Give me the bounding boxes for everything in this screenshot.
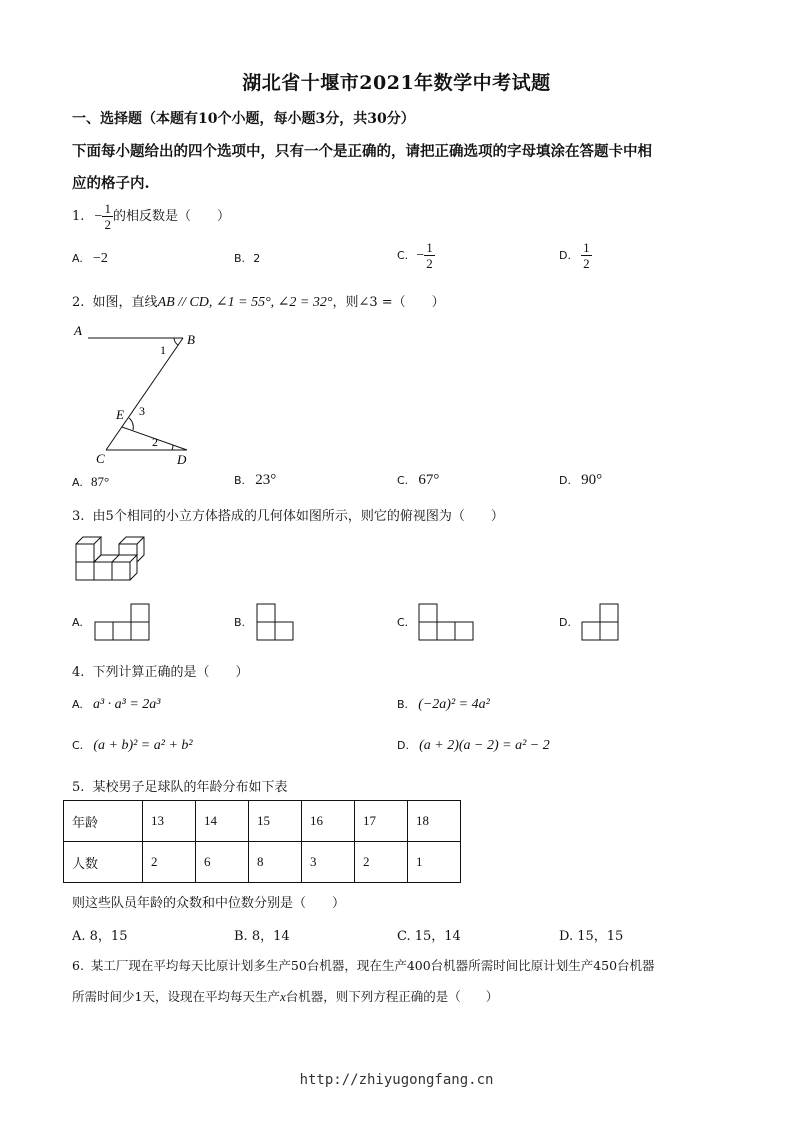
table-cell: 3 [302,842,355,883]
table-cell: 13 [143,801,196,842]
q1-option-a: A. −2 [72,251,108,266]
q5-question-text: 则这些队员年龄的众数和中位数分别是（ ） [72,896,346,911]
angle-1-label: 1 [160,343,166,357]
table-cell: 2 [355,842,408,883]
question-number: 1. [72,209,85,224]
label-C: C [96,451,105,466]
table-cell: 15 [249,801,302,842]
q1-option-d: D. $\frac{1}{2}$ [559,240,590,271]
section-heading: 一、选择题（本题有10个小题，每小题3分，共30分） [72,111,415,127]
fraction: $\frac{1}{2}$ [104,201,111,232]
question-3: 3. 由5个相同的小立方体搭成的几何体如图所示，则它的俯视图为（ ） [72,509,504,524]
q4-option-b: B. (−2a)² = 4a² [397,697,490,712]
label-A: A [74,323,82,338]
q3-option-c-label: C. [397,616,409,629]
q2-option-c: C. 67° [397,472,440,488]
question-5: 5. 某校男子足球队的年龄分布如下表 [72,780,288,795]
table-row [64,801,461,842]
question-4: 4. 下列计算正确的是（ ） [72,665,249,680]
q4-option-c: C. (a + b)² = a² + b² [72,738,193,753]
minus-sign: − [94,209,103,224]
angle-3-label: 3 [139,404,145,418]
q3-option-d-view [581,602,621,642]
q3-option-c-view [418,602,476,642]
table-cell: 18 [408,801,461,842]
q3-option-b-label: B. [234,616,246,629]
page-title: 湖北省十堰市2021年数学中考试题 [242,72,551,94]
table-cell: 16 [302,801,355,842]
q2-option-a: A. 87° [72,474,110,489]
label-D: D [177,452,187,467]
angle-2-label: 2 [152,435,158,449]
q4-option-d: D. (a + 2)(a − 2) = a² − 2 [397,738,550,753]
table-row [64,842,461,883]
table-cell: 14 [196,801,249,842]
instructions-line-1: 下面每小题给出的四个选项中，只有一个是正确的，请把正确选项的字母填涂在答题卡中相 [72,143,652,160]
question-1 [72,201,230,232]
table-header-cell: 人数 [64,842,143,883]
q3-option-a-view [94,602,152,642]
table-cell: 8 [249,842,302,883]
q5-option-c: C. 15，14 [397,929,461,944]
question-6-line-2: 所需时间少1天，设现在平均每天生产x台机器，则下列方程正确的是（ ） [72,989,499,1004]
q1-option-c: C. − $\frac{1}{2}$ [397,240,433,271]
table-cell: 1 [408,842,461,883]
footer-url: http://zhiyugongfang.cn [299,1072,494,1088]
q5-option-d: D. 15，15 [559,929,624,944]
question-6-line-1: 6. 某工厂现在平均每天比原计划多生产50台机器，现在生产400台机器所需时间比原计划生产450台机器 [72,958,655,973]
q3-option-d-label: D. [559,616,571,629]
table-header-cell: 年龄 [64,801,143,842]
label-E: E [116,407,124,422]
label-B: B [187,332,195,347]
cube-solid-figure [72,533,152,585]
age-distribution-table [63,800,461,883]
q3-option-b-view [256,602,296,642]
instructions-line-2: 应的格子内. [72,175,150,192]
q5-option-b: B. 8，14 [234,929,290,944]
q4-option-a: A. a³ · a³ = 2a³ [72,697,161,712]
table-cell: 17 [355,801,408,842]
q5-option-a: A. 8，15 [72,929,128,944]
q2-option-b: B. 23° [234,472,277,488]
q3-option-a-label: A. [72,616,83,629]
question-2: 2. 如图，直线AB // CD, ∠1 = 55°, ∠2 = 32°，则∠3 =（ ） [72,295,445,310]
parallel-lines-figure [70,322,220,472]
table-cell: 6 [196,842,249,883]
table-cell: 2 [143,842,196,883]
q2-option-d: D. 90° [559,472,603,488]
question-text: 的相反数是（ ） [112,209,230,224]
q1-option-b: B. 2 [234,252,261,265]
math-expression: AB // CD, ∠1 = 55°, ∠2 = 32° [157,295,333,310]
